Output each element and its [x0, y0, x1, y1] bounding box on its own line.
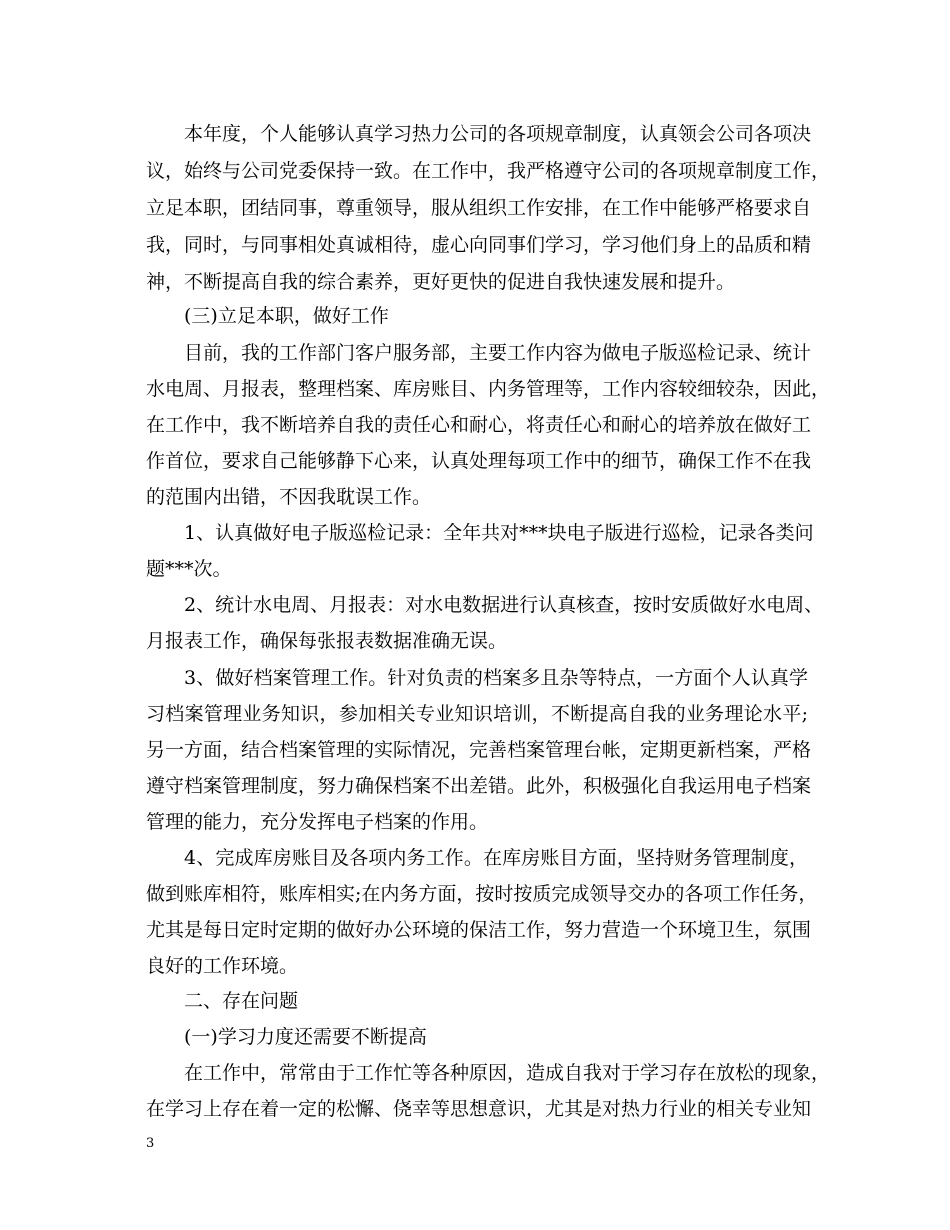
list-item-line: 尤其是每日定时定期的做好办公环境的保洁工作，努力营造一个环境卫生，氛围 — [146, 919, 812, 941]
paragraph-line: 神，不断提高自我的综合素养，更好更快的促进自我快速发展和提升。 — [146, 271, 736, 293]
paragraph-line: 我，同时，与同事相处真诚相待，虚心向同事们学习，学习他们身上的品质和精 — [146, 234, 812, 256]
subsection-heading: (一)学习力度还需要不断提高 — [184, 1026, 427, 1048]
list-item-line: 题***次。 — [146, 558, 232, 580]
list-item-line: 4、完成库房账目及各项内务工作。在库房账目方面，坚持财务管理制度， — [184, 847, 808, 869]
list-item-line: 另一方面，结合档案管理的实际情况，完善档案管理台帐，定期更新档案，严格 — [146, 739, 812, 761]
list-item-line: 遵守档案管理制度，努力确保档案不出差错。此外，积极强化自我运用电子档案 — [146, 775, 812, 797]
paragraph-line: 在工作中，我不断培养自我的责任心和耐心，将责任心和耐心的培养放在做好工 — [146, 414, 812, 436]
paragraph-line: 作首位，要求自己能够静下心来，认真处理每项工作中的细节，确保工作不在我 — [146, 450, 812, 472]
paragraph-line: 水电周、月报表，整理档案、库房账目、内务管理等，工作内容较细较杂，因此， — [146, 378, 831, 400]
paragraph-line: 立足本职，团结同事，尊重领导，服从组织工作安排，在工作中能够严格要求自 — [146, 197, 812, 219]
paragraph-line: 的范围内出错，不因我耽误工作。 — [146, 486, 432, 508]
list-item-line: 2、统计水电周、月报表：对水电数据进行认真核查，按时安质做好水电周、 — [184, 594, 824, 616]
list-item-line: 良好的工作环境。 — [146, 955, 299, 977]
paragraph-line: 在学习上存在着一定的松懈、侥幸等思想意识，尤其是对热力行业的相关专业知 — [146, 1098, 812, 1120]
section-heading: (三)立足本职，做好工作 — [184, 305, 389, 327]
list-item-line: 习档案管理业务知识，参加相关专业知识培训，不断提高自我的业务理论水平; — [146, 703, 808, 725]
list-item-line: 做到账库相符，账库相实;在内务方面，按时按质完成领导交办的各项工作任务， — [146, 883, 818, 905]
paragraph-line: 议，始终与公司党委保持一致。在工作中，我严格遵守公司的各项规章制度工作， — [146, 160, 831, 182]
list-item-line: 3、做好档案管理工作。针对负责的档案多且杂等特点，一方面个人认真学 — [184, 667, 808, 689]
paragraph-line: 本年度，个人能够认真学习热力公司的各项规章制度，认真领会公司各项决 — [184, 123, 812, 145]
list-item-line: 管理的能力，充分发挥电子档案的作用。 — [146, 811, 489, 833]
list-item-line: 月报表工作，确保每张报表数据准确无误。 — [146, 630, 508, 652]
list-item-line: 1、认真做好电子版巡检记录：全年共对***块电子版进行巡检，记录各类问 — [184, 522, 814, 544]
paragraph-line: 目前，我的工作部门客户服务部，主要工作内容为做电子版巡检记录、统计 — [184, 342, 812, 364]
page-number: 3 — [146, 1136, 155, 1151]
paragraph-line: 在工作中，常常由于工作忙等各种原因，造成自我对于学习存在放松的现象， — [184, 1062, 831, 1084]
section-heading: 二、存在问题 — [184, 990, 299, 1012]
